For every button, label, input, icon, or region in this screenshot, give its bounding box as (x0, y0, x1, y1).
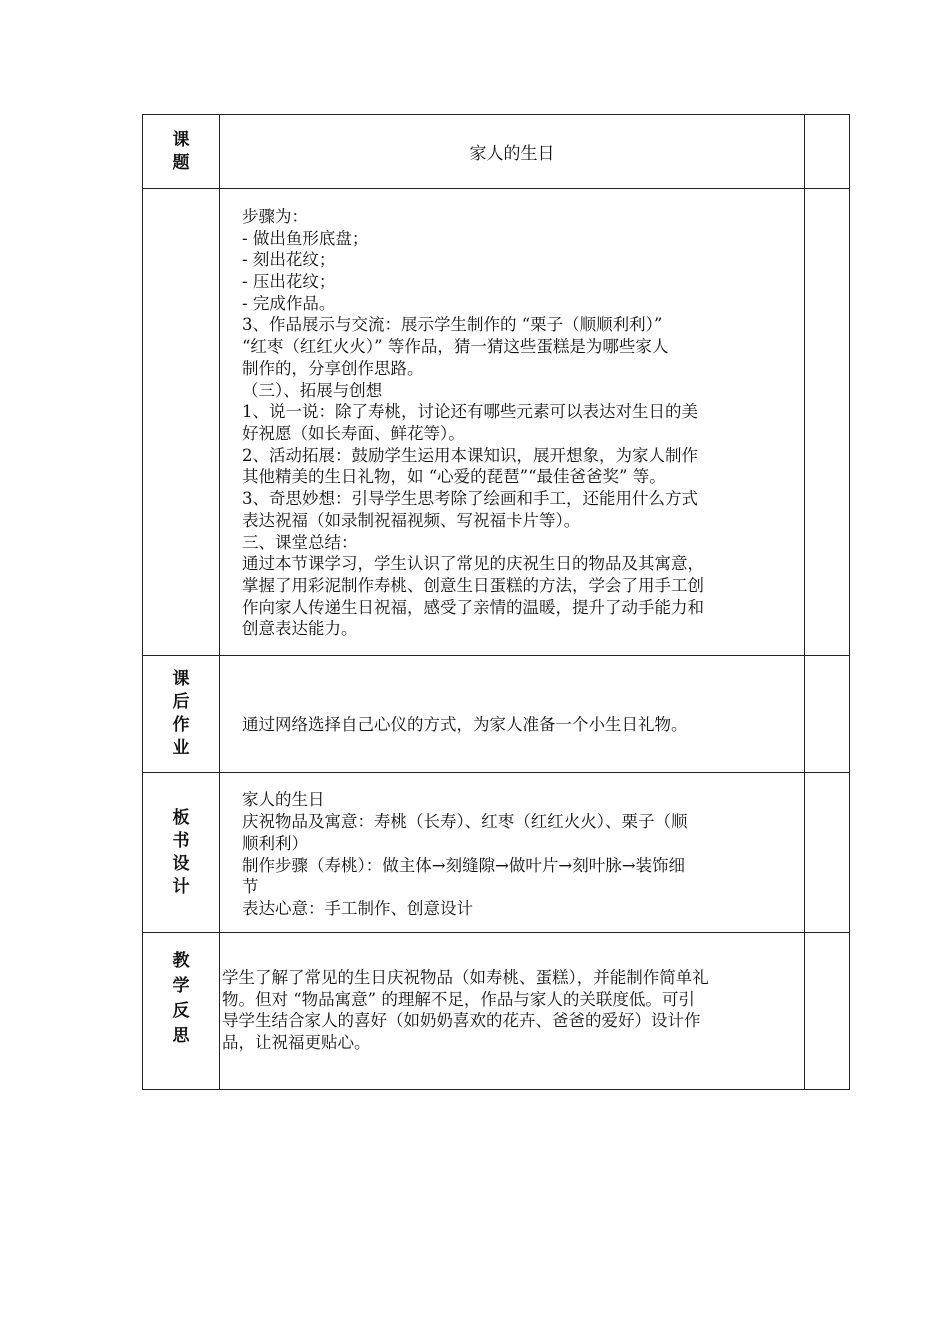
process-line: - 完成作品。 (242, 293, 336, 313)
blank-cell (805, 656, 850, 773)
process-line: - 压出花纹； (242, 272, 336, 292)
reflection-line: 品，让祝福更贴心。 (222, 1033, 371, 1053)
process-line: 制作的，分享创作思路。 (242, 358, 424, 378)
blank-cell (805, 933, 850, 1090)
reflection-line: 学生了解了常见的生日庆祝物品（如寿桃、蛋糕），并能制作简单礼 (222, 968, 709, 987)
board-label (143, 773, 220, 933)
process-content (220, 189, 805, 656)
process-line: 通过本节课学习，学生认识了常见的庆祝生日的物品及其寓意， (242, 554, 704, 574)
topic-value: 家人的生日 (220, 115, 805, 189)
blank-cell (805, 115, 850, 189)
board-line: 制作步骤（寿桃）：做主体→刻缝隙→做叶片→刻叶脉→装饰细 (242, 855, 686, 875)
reflection-content (220, 933, 805, 1090)
process-label-cell (143, 189, 220, 656)
reflection-line: 导学生结合家人的喜好（如奶奶喜欢的花卉、爸爸的爱好）设计作 (222, 1011, 701, 1031)
process-line: - 做出鱼形底盘； (242, 228, 369, 248)
homework-label-char: 课 (172, 669, 190, 689)
homework-label-char: 业 (172, 738, 190, 758)
board-label-char: 设 (172, 853, 190, 874)
process-line: 3、作品展示与交流：展示学生制作的 “栗子（顺顺利利）” (242, 315, 663, 335)
lesson-plan-table (142, 114, 850, 1090)
process-line: “红枣（红红火火）” 等作品，猜一猜这些蛋糕是为哪些家人 (242, 337, 669, 357)
reflection-label (143, 933, 220, 1090)
homework-label-char: 作 (172, 715, 190, 735)
process-line: 作向家人传递生日祝福，感受了亲情的温暖，提升了动手能力和 (242, 597, 704, 617)
process-line: 三、课堂总结： (242, 532, 358, 552)
homework-label (143, 656, 220, 773)
board-line: 表达心意：手工制作、创意设计 (242, 898, 473, 918)
process-line: 1、说一说：除了寿桃，讨论还有哪些元素可以表达对生日的美 (242, 402, 698, 422)
process-line: （三）、拓展与创想 (242, 380, 383, 400)
board-line: 节 (242, 877, 259, 897)
reflection-row (143, 933, 850, 1090)
topic-label-char: 课 (172, 129, 190, 150)
process-line: 好祝愿（如长寿面、鲜花等）。 (242, 424, 465, 443)
board-line: 庆祝物品及寓意：寿桃（长寿）、红枣（红红火火）、栗子（顺 (242, 812, 688, 832)
topic-row (143, 115, 850, 189)
board-content (220, 773, 805, 933)
process-line: 创意表达能力。 (242, 619, 358, 639)
homework-row (143, 656, 850, 773)
board-row (143, 773, 850, 933)
process-line: 2、活动拓展：鼓励学生运用本课知识，展开想象，为家人制作 (242, 445, 698, 465)
homework-text: 通过网络选择自己心仪的方式，为家人准备一个小生日礼物。 (220, 656, 805, 773)
board-label-char: 板 (172, 807, 190, 828)
process-line: - 刻出花纹； (242, 250, 336, 270)
board-label-char: 书 (172, 830, 190, 851)
topic-label-char: 题 (172, 152, 190, 173)
reflection-label-char: 学 (172, 976, 190, 996)
topic-label (143, 115, 220, 189)
process-row (143, 189, 850, 656)
board-line: 家人的生日 (242, 790, 325, 810)
process-line: 3、奇思妙想：引导学生思考除了绘画和手工，还能用什么方式 (242, 489, 698, 509)
homework-label-char: 后 (172, 692, 190, 712)
process-line: 其他精美的生日礼物，如 “心爱的琵琶”“最佳爸爸奖” 等。 (242, 467, 666, 487)
board-label-char: 计 (172, 876, 190, 897)
process-line: 步骤为： (242, 206, 308, 226)
blank-cell (805, 189, 850, 656)
process-line: 掌握了用彩泥制作寿桃、创意生日蛋糕的方法，学会了用手工创 (242, 575, 704, 595)
reflection-label-char: 教 (172, 951, 190, 971)
reflection-line: 物。但对 “物品寓意” 的理解不足，作品与家人的关联度低。可引 (222, 989, 695, 1009)
reflection-label-char: 思 (172, 1026, 190, 1046)
process-line: 表达祝福（如录制祝福视频、写祝福卡片等）。 (242, 510, 581, 530)
board-line: 顺利利） (242, 833, 308, 853)
reflection-label-char: 反 (172, 1001, 190, 1021)
blank-cell (805, 773, 850, 933)
